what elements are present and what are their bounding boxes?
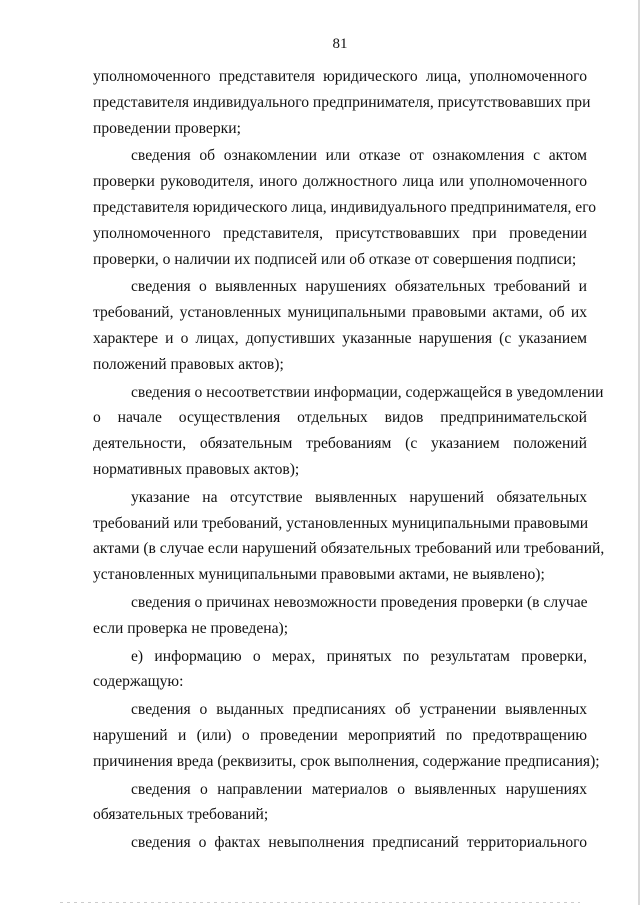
text-line: положений правовых актов); [93, 355, 284, 373]
text-line: сведения о выявленных нарушениях обязательных требований и [131, 278, 587, 296]
text-line: уполномоченного представителя юридического лица, уполномоченного [93, 68, 587, 85]
text-line: сведения об ознакомлении или отказе от ознакомления с актом [131, 147, 587, 165]
document-body [93, 64, 605, 856]
text-line: сведения о направлении материалов о выявленных нарушениях [131, 780, 587, 798]
text-line: представителя юридического лица, индивидуального предпринимателя, его [93, 198, 597, 216]
text-line: проверки, о наличии их подписей или об отказе от совершения подписи; [93, 250, 577, 268]
text-line: обязательных требований; [93, 806, 269, 824]
paragraph [93, 830, 587, 856]
text-line: причинения вреда (реквизиты, срок выполнения, содержание предписания); [93, 752, 600, 770]
scan-edge [60, 902, 580, 903]
text-line: указание на отсутствие выявленных нарушений обязательных [131, 488, 587, 506]
text-line: о начале осуществления отдельных видов предпринимательской [93, 409, 587, 427]
page-number: 81 [332, 36, 348, 52]
paragraph [93, 64, 591, 141]
text-line: установленных муниципальными правовыми актами, не выявлено); [93, 566, 545, 584]
text-line: требований, установленных муниципальными правовыми актами, об их [93, 304, 587, 322]
text-line: актами (в случае если нарушений обязательных требований или требований, [93, 540, 605, 558]
text-line: нарушений и (или) о проведении мероприятий по предотвращению [93, 726, 587, 744]
text-line: характере и о лицах, допустивших указанные нарушения (с указанием [93, 329, 587, 347]
text-line: проверки руководителя, иного должностного лица или уполномоченного [93, 173, 587, 191]
text-line: уполномоченного представителя, присутствовавших при проведении [93, 224, 587, 242]
text-line: требований или требований, установленных муниципальными правовыми [93, 514, 589, 532]
text-line: проведении проверки; [93, 119, 241, 137]
paragraph [93, 380, 604, 483]
paragraph [93, 143, 597, 272]
text-line: представителя индивидуального предпринимателя, присутствовавших при [93, 93, 591, 111]
paragraph [93, 644, 587, 696]
paragraph [93, 590, 587, 642]
text-line: сведения о выданных предписаниях об устранении выявленных [131, 701, 587, 719]
text-line: сведения о несоответствии информации, содержащейся в уведомлении [131, 383, 604, 401]
text-line: е) информацию о мерах, принятых по результатам проверки, [131, 647, 587, 665]
text-line: содержащую: [93, 673, 184, 691]
text-line: сведения о причинах невозможности проведения проверки (в случае [131, 593, 588, 611]
text-line: нормативных правовых актов); [93, 460, 300, 478]
paragraph [93, 274, 587, 377]
text-line: деятельности, обязательным требованиям (с указанием положений [93, 435, 587, 453]
text-line: если проверка не проведена); [93, 619, 289, 637]
paragraph [93, 777, 587, 829]
paragraph [93, 485, 605, 588]
text-line: сведения о фактах невыполнения предписаний территориального [131, 834, 587, 852]
paragraph [93, 697, 600, 774]
